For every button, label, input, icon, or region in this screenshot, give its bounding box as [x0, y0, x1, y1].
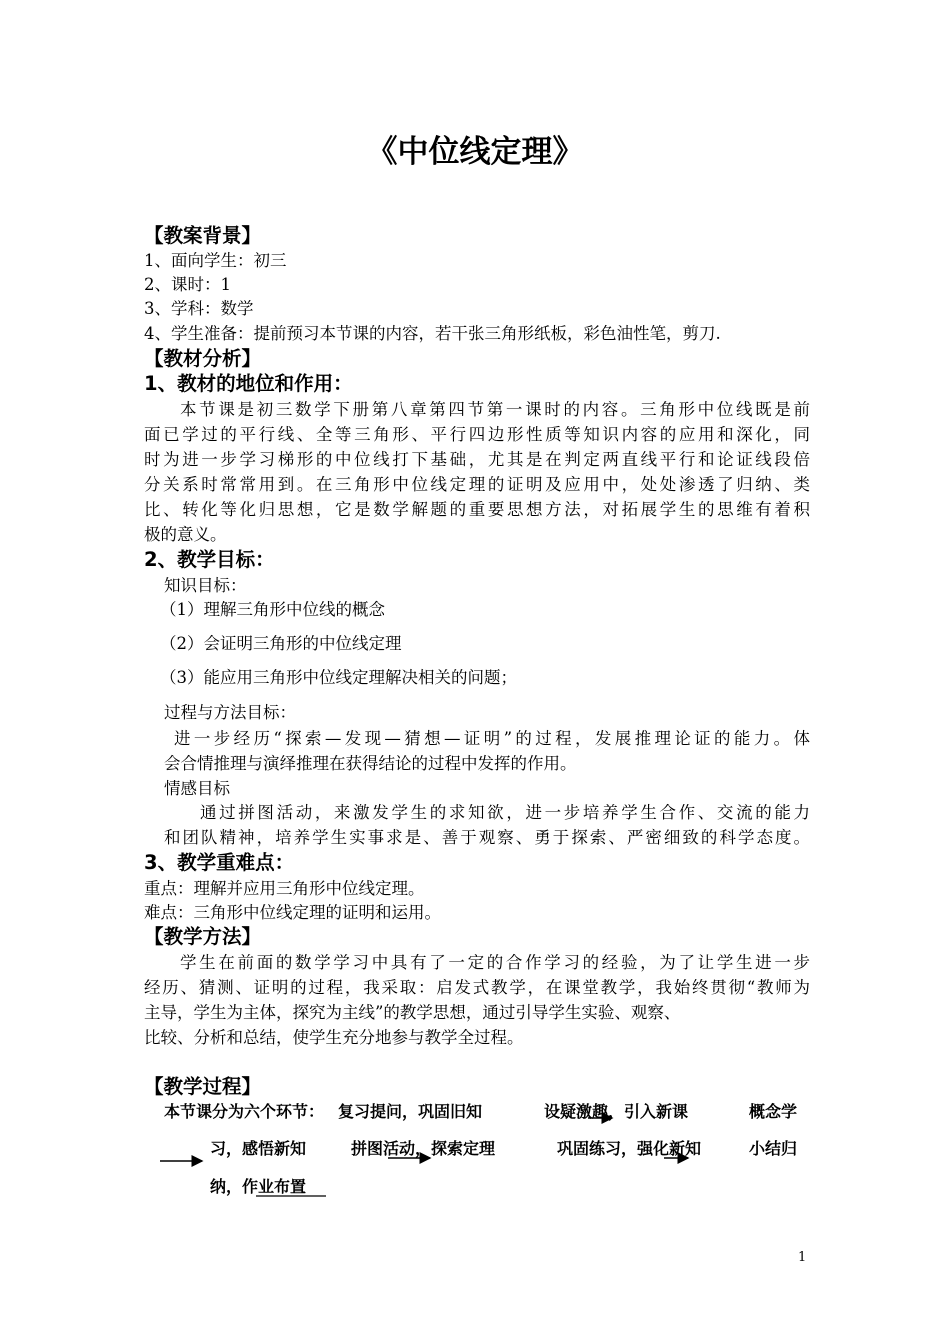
background-item-subject: 3、学科：数学: [144, 299, 254, 318]
knowledge-goal-1: （1）理解三角形中位线的概念: [160, 600, 385, 619]
knowledge-goals-label: 知识目标：: [164, 576, 247, 595]
knowledge-goal-3: （3）能应用三角形中位线定理解决相关的问题；: [160, 668, 517, 687]
document-title: 《中位线定理》: [366, 134, 584, 170]
emotion-goals-label: 情感目标: [164, 779, 230, 798]
subheading-status-role: 1、教材的地位和作用：: [144, 372, 353, 395]
method-line: 经历、猜测、证明的过程，我采取：启发式教学，在课堂教学，我始终贯彻“教师为: [144, 978, 810, 997]
method-line: 比较、分析和总结，使学生充分地参与教学全过程。: [144, 1028, 524, 1047]
process-step-concept-cont: 习，感悟新知: [210, 1139, 307, 1158]
paragraph-line: 分关系时常常用到。在三角形中位线定理的证明及应用中，处处渗透了归纳、类: [144, 475, 810, 494]
paragraph-line: 比、转化等化归思想，它是数学解题的重要思想方法，对拓展学生的思维有着积: [144, 500, 810, 519]
paragraph-line: 本节课是初三数学下册第八章第四节第一课时的内容。三角形中位线既是前: [180, 400, 810, 419]
key-point: 重点：理解并应用三角形中位线定理。: [144, 879, 425, 898]
method-line: 主导，学生为主体，探究为主线”的教学思想，通过引导学生实验、观察、: [144, 1003, 681, 1022]
process-step-puzzle: 拼图活动，探索定理: [351, 1139, 496, 1158]
background-item-periods: 2、课时：1: [144, 275, 231, 294]
process-step-concept: 概念学: [749, 1102, 798, 1121]
subheading-teaching-goals: 2、教学目标：: [144, 548, 275, 571]
background-item-audience: 1、面向学生：初三: [144, 251, 287, 270]
process-step-practice: 巩固练习，强化新知: [557, 1139, 702, 1158]
subheading-key-points: 3、教学重难点：: [144, 851, 295, 874]
background-item-preparation: 4、学生准备：提前预习本节课的内容，若干张三角形纸板，彩色油性笔，剪刀.: [144, 324, 721, 343]
paragraph-line: 时为进一步学习梯形的中位线打下基础，尤其是在判定两直线平行和论证线段倍: [144, 450, 810, 469]
section-heading-process: 【教学过程】: [144, 1075, 262, 1098]
difficult-point: 难点：三角形中位线定理的证明和运用。: [144, 903, 441, 922]
process-step-introduce: 设疑激趣，引入新课: [544, 1102, 689, 1121]
paragraph-line: 极的意义。: [144, 525, 227, 544]
emotion-goals-line: 通过拼图活动，来激发学生的求知欲，进一步培养学生合作、交流的能力: [200, 803, 810, 822]
process-intro: 本节课分为六个环节：: [164, 1102, 325, 1121]
process-step-review: 复习提问，巩固旧知: [338, 1102, 483, 1121]
process-goals-label: 过程与方法目标：: [164, 703, 296, 722]
process-step-summary-cont: 纳，作业布置: [210, 1177, 307, 1196]
method-line: 学生在前面的数学学习中具有了一定的合作学习的经验，为了让学生进一步: [180, 953, 810, 972]
process-step-summary: 小结归: [749, 1139, 798, 1158]
process-goals-line: 会合情推理与演绎推理在获得结论的过程中发挥的作用。: [164, 754, 577, 773]
knowledge-goal-2: （2）会证明三角形的中位线定理: [160, 634, 402, 653]
section-heading-background: 【教案背景】: [144, 224, 262, 247]
page-number: 1: [798, 1250, 807, 1265]
section-heading-method: 【教学方法】: [144, 925, 262, 948]
paragraph-line: 面已学过的平行线、全等三角形、平行四边形性质等知识内容的应用和深化，同: [144, 425, 810, 444]
section-heading-analysis: 【教材分析】: [144, 347, 262, 370]
emotion-goals-line: 和团队精神，培养学生实事求是、善于观察、勇于探索、严密细致的科学态度。: [164, 828, 810, 847]
process-goals-line: 进一步经历“探索—发现—猜想—证明”的过程，发展推理论证的能力。体: [174, 729, 810, 748]
